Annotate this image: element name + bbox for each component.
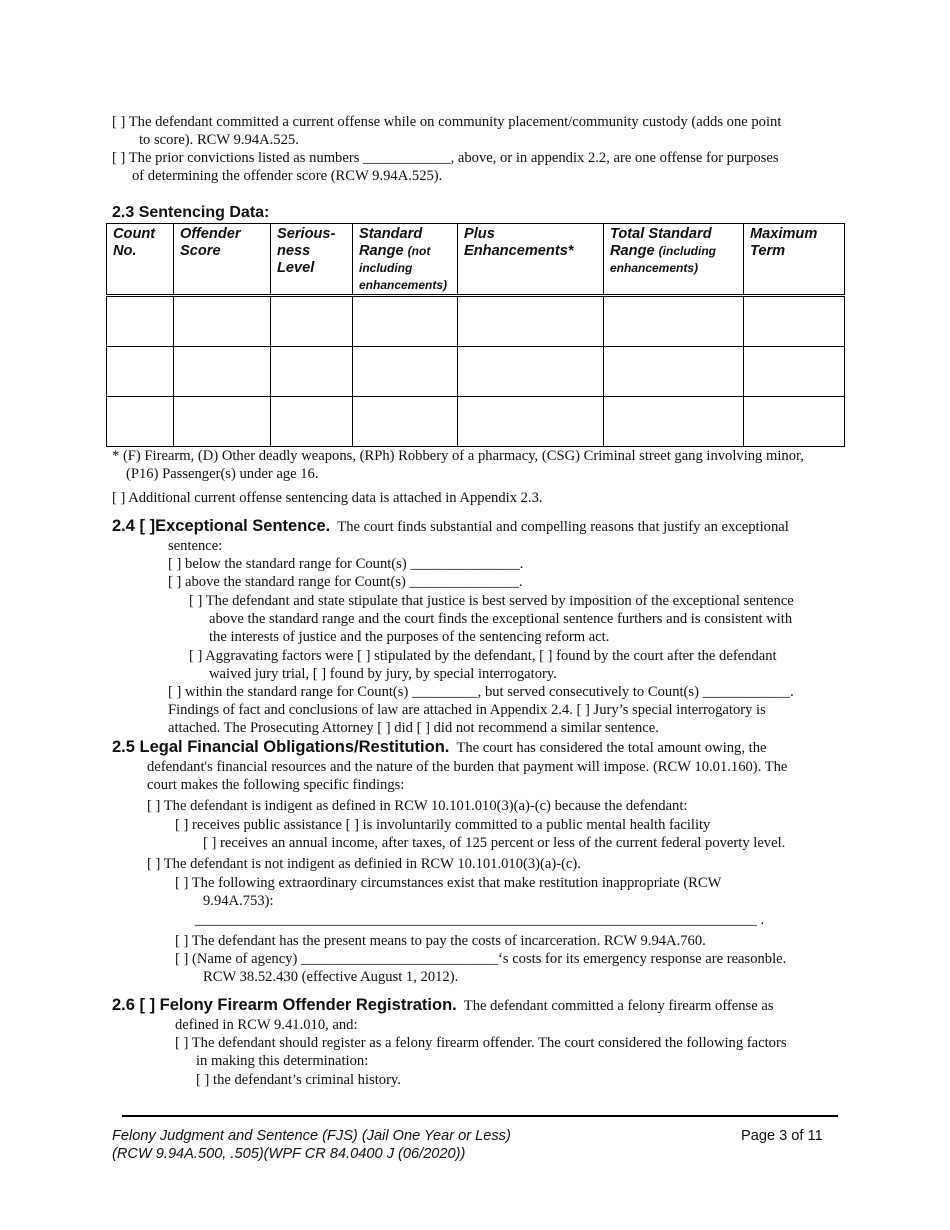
section-2-5-line (112, 738, 766, 757)
not-indigent-item: [ ] The defendant is not indigent as definied in RCW 10.101.010(3)(a)-(c). (147, 856, 581, 872)
table-cell[interactable] (744, 347, 845, 397)
footer-form-citation: (RCW 9.94A.500, .505)(WPF CR 84.0400 J (06/2020)) (112, 1146, 466, 1162)
table-cell[interactable] (604, 296, 744, 347)
section-2-4-line (112, 517, 789, 536)
section-2-3-heading: 2.3 Sentencing Data: (112, 204, 270, 221)
table-cell[interactable] (107, 296, 174, 347)
table-cell[interactable] (271, 296, 353, 347)
table-cell[interactable] (458, 347, 604, 397)
table-cell[interactable] (604, 397, 744, 447)
register-item: [ ] The defendant should register as a felony firearm offender. The court considered the following factors (175, 1035, 787, 1051)
footer-divider (122, 1115, 838, 1117)
table-cell[interactable] (271, 347, 353, 397)
col-standard-range: Standard Range (not including enhancements) (353, 224, 458, 296)
table-cell[interactable] (107, 347, 174, 397)
col-plus-enhancements: Plus Enhancements* (458, 224, 604, 296)
agency-costs-item-cont: RCW 38.52.430 (effective August 1, 2012). (203, 969, 459, 985)
public-assistance-item: [ ] receives public assistance [ ] is involuntarily committed to a public mental health facility (175, 817, 711, 833)
section-2-6-line (112, 996, 774, 1015)
table-cell[interactable] (174, 397, 271, 447)
table-cell[interactable] (107, 397, 174, 447)
stipulation-item-cont: above the standard range and the court finds the exceptional sentence furthers and is consistent with (209, 611, 793, 627)
indigent-item: [ ] The defendant is indigent as defined in RCW 10.101.010(3)(a)-(c) because the defendant: (147, 798, 688, 814)
prior-convictions-item: [ ] The prior convictions listed as numbers ____________, above, or in appendix 2.2, are one offense for purposes (112, 150, 779, 166)
present-means-item: [ ] The defendant has the present means to pay the costs of incarceration. RCW 9.94A.760. (175, 933, 706, 949)
col-maximum-term: Maximum Term (744, 224, 845, 296)
enhancement-footnote: * (F) Firearm, (D) Other deadly weapons, (RPh) Robbery of a pharmacy, (CSG) Criminal street gang involving minor, (112, 448, 804, 464)
table-cell[interactable] (744, 296, 845, 347)
additional-data-item: [ ] Additional current offense sentencing data is attached in Appendix 2.3. (112, 490, 543, 506)
table-cell[interactable] (353, 296, 458, 347)
section-2-4-heading: 2.4 [ ]Exceptional Sentence. (112, 517, 331, 535)
table-row (107, 397, 845, 447)
table-cell[interactable] (458, 397, 604, 447)
page-number: Page 3 of 11 (741, 1128, 823, 1144)
section-2-6-intro: The defendant committed a felony firearm offense as (463, 998, 774, 1014)
extraordinary-circumstances-item-cont: 9.94A.753): (203, 893, 274, 909)
sentencing-data-table (106, 223, 845, 447)
aggravating-factors-item: [ ] Aggravating factors were [ ] stipulated by the defendant, [ ] found by the court after the defendant (189, 648, 777, 664)
section-2-5-intro: The court has considered the total amount owing, the (456, 740, 767, 756)
section-2-5-intro-cont: defendant's financial resources and the nature of the burden that payment will impose. (RCW 10.01.160). The (147, 759, 788, 775)
circumstances-blank-line[interactable]: _____________________________________________________________________________ . (195, 912, 765, 928)
section-2-6-heading: 2.6 [ ] Felony Firearm Offender Registration. (112, 996, 457, 1014)
section-2-4-intro-cont: sentence: (168, 538, 223, 554)
annual-income-item: [ ] receives an annual income, after taxes, of 125 percent or less of the current federal poverty level. (203, 835, 786, 851)
table-cell[interactable] (174, 347, 271, 397)
prior-convictions-item-cont: of determining the offender score (RCW 9.94A.525). (132, 168, 443, 184)
section-2-5-heading: 2.5 Legal Financial Obligations/Restitution. (112, 738, 450, 756)
agency-costs-item: [ ] (Name of agency) ___________________________‘s costs for its emergency response are reasonble. (175, 951, 787, 967)
findings-text: Findings of fact and conclusions of law are attached in Appendix 2.4. [ ] Jury’s special interrogatory is (168, 702, 766, 718)
extraordinary-circumstances-item: [ ] The following extraordinary circumstances exist that make restitution inappropriate (RCW (175, 875, 722, 891)
table-cell[interactable] (744, 397, 845, 447)
within-range-item: [ ] within the standard range for Count(s) _________, but served consecutively to Count(s) ____________. (168, 684, 794, 700)
community-placement-item-cont: to score). RCW 9.94A.525. (139, 132, 299, 148)
table-cell[interactable] (458, 296, 604, 347)
table-cell[interactable] (604, 347, 744, 397)
col-offender-score: Offender Score (174, 224, 271, 296)
col-count-no: Count No. (107, 224, 174, 296)
below-range-item: [ ] below the standard range for Count(s) _______________. (168, 556, 524, 572)
enhancement-footnote-cont: (P16) Passenger(s) under age 16. (126, 466, 319, 482)
stipulation-item: [ ] The defendant and state stipulate that justice is best served by imposition of the exceptional sentence (189, 593, 794, 609)
col-total-standard-range: Total Standard Range (including enhancements) (604, 224, 744, 296)
table-row (107, 296, 845, 347)
findings-text-cont: attached. The Prosecuting Attorney [ ] did [ ] did not recommend a similar sentence. (168, 720, 659, 736)
table-cell[interactable] (271, 397, 353, 447)
footer-form-title: Felony Judgment and Sentence (FJS) (Jail One Year or Less) (112, 1128, 511, 1144)
aggravating-factors-item-cont: waived jury trial, [ ] found by jury, by special interrogatory. (209, 666, 557, 682)
table-cell[interactable] (353, 347, 458, 397)
table-cell[interactable] (174, 296, 271, 347)
stipulation-item-cont2: the interests of justice and the purposes of the sentencing reform act. (209, 629, 610, 645)
section-2-6-intro-cont: defined in RCW 9.41.010, and: (175, 1017, 358, 1033)
table-header-row (107, 224, 845, 296)
col-seriousness-level: Serious-ness Level (271, 224, 353, 296)
community-placement-item: [ ] The defendant committed a current offense while on community placement/community custody (adds one point (112, 114, 782, 130)
table-cell[interactable] (353, 397, 458, 447)
section-2-4-intro: The court finds substantial and compelling reasons that justify an exceptional (337, 519, 789, 535)
criminal-history-item: [ ] the defendant’s criminal history. (196, 1072, 401, 1088)
section-2-5-intro-cont2: court makes the following specific findings: (147, 777, 405, 793)
above-range-item: [ ] above the standard range for Count(s) _______________. (168, 574, 523, 590)
register-item-cont: in making this determination: (196, 1053, 369, 1069)
table-row (107, 347, 845, 397)
